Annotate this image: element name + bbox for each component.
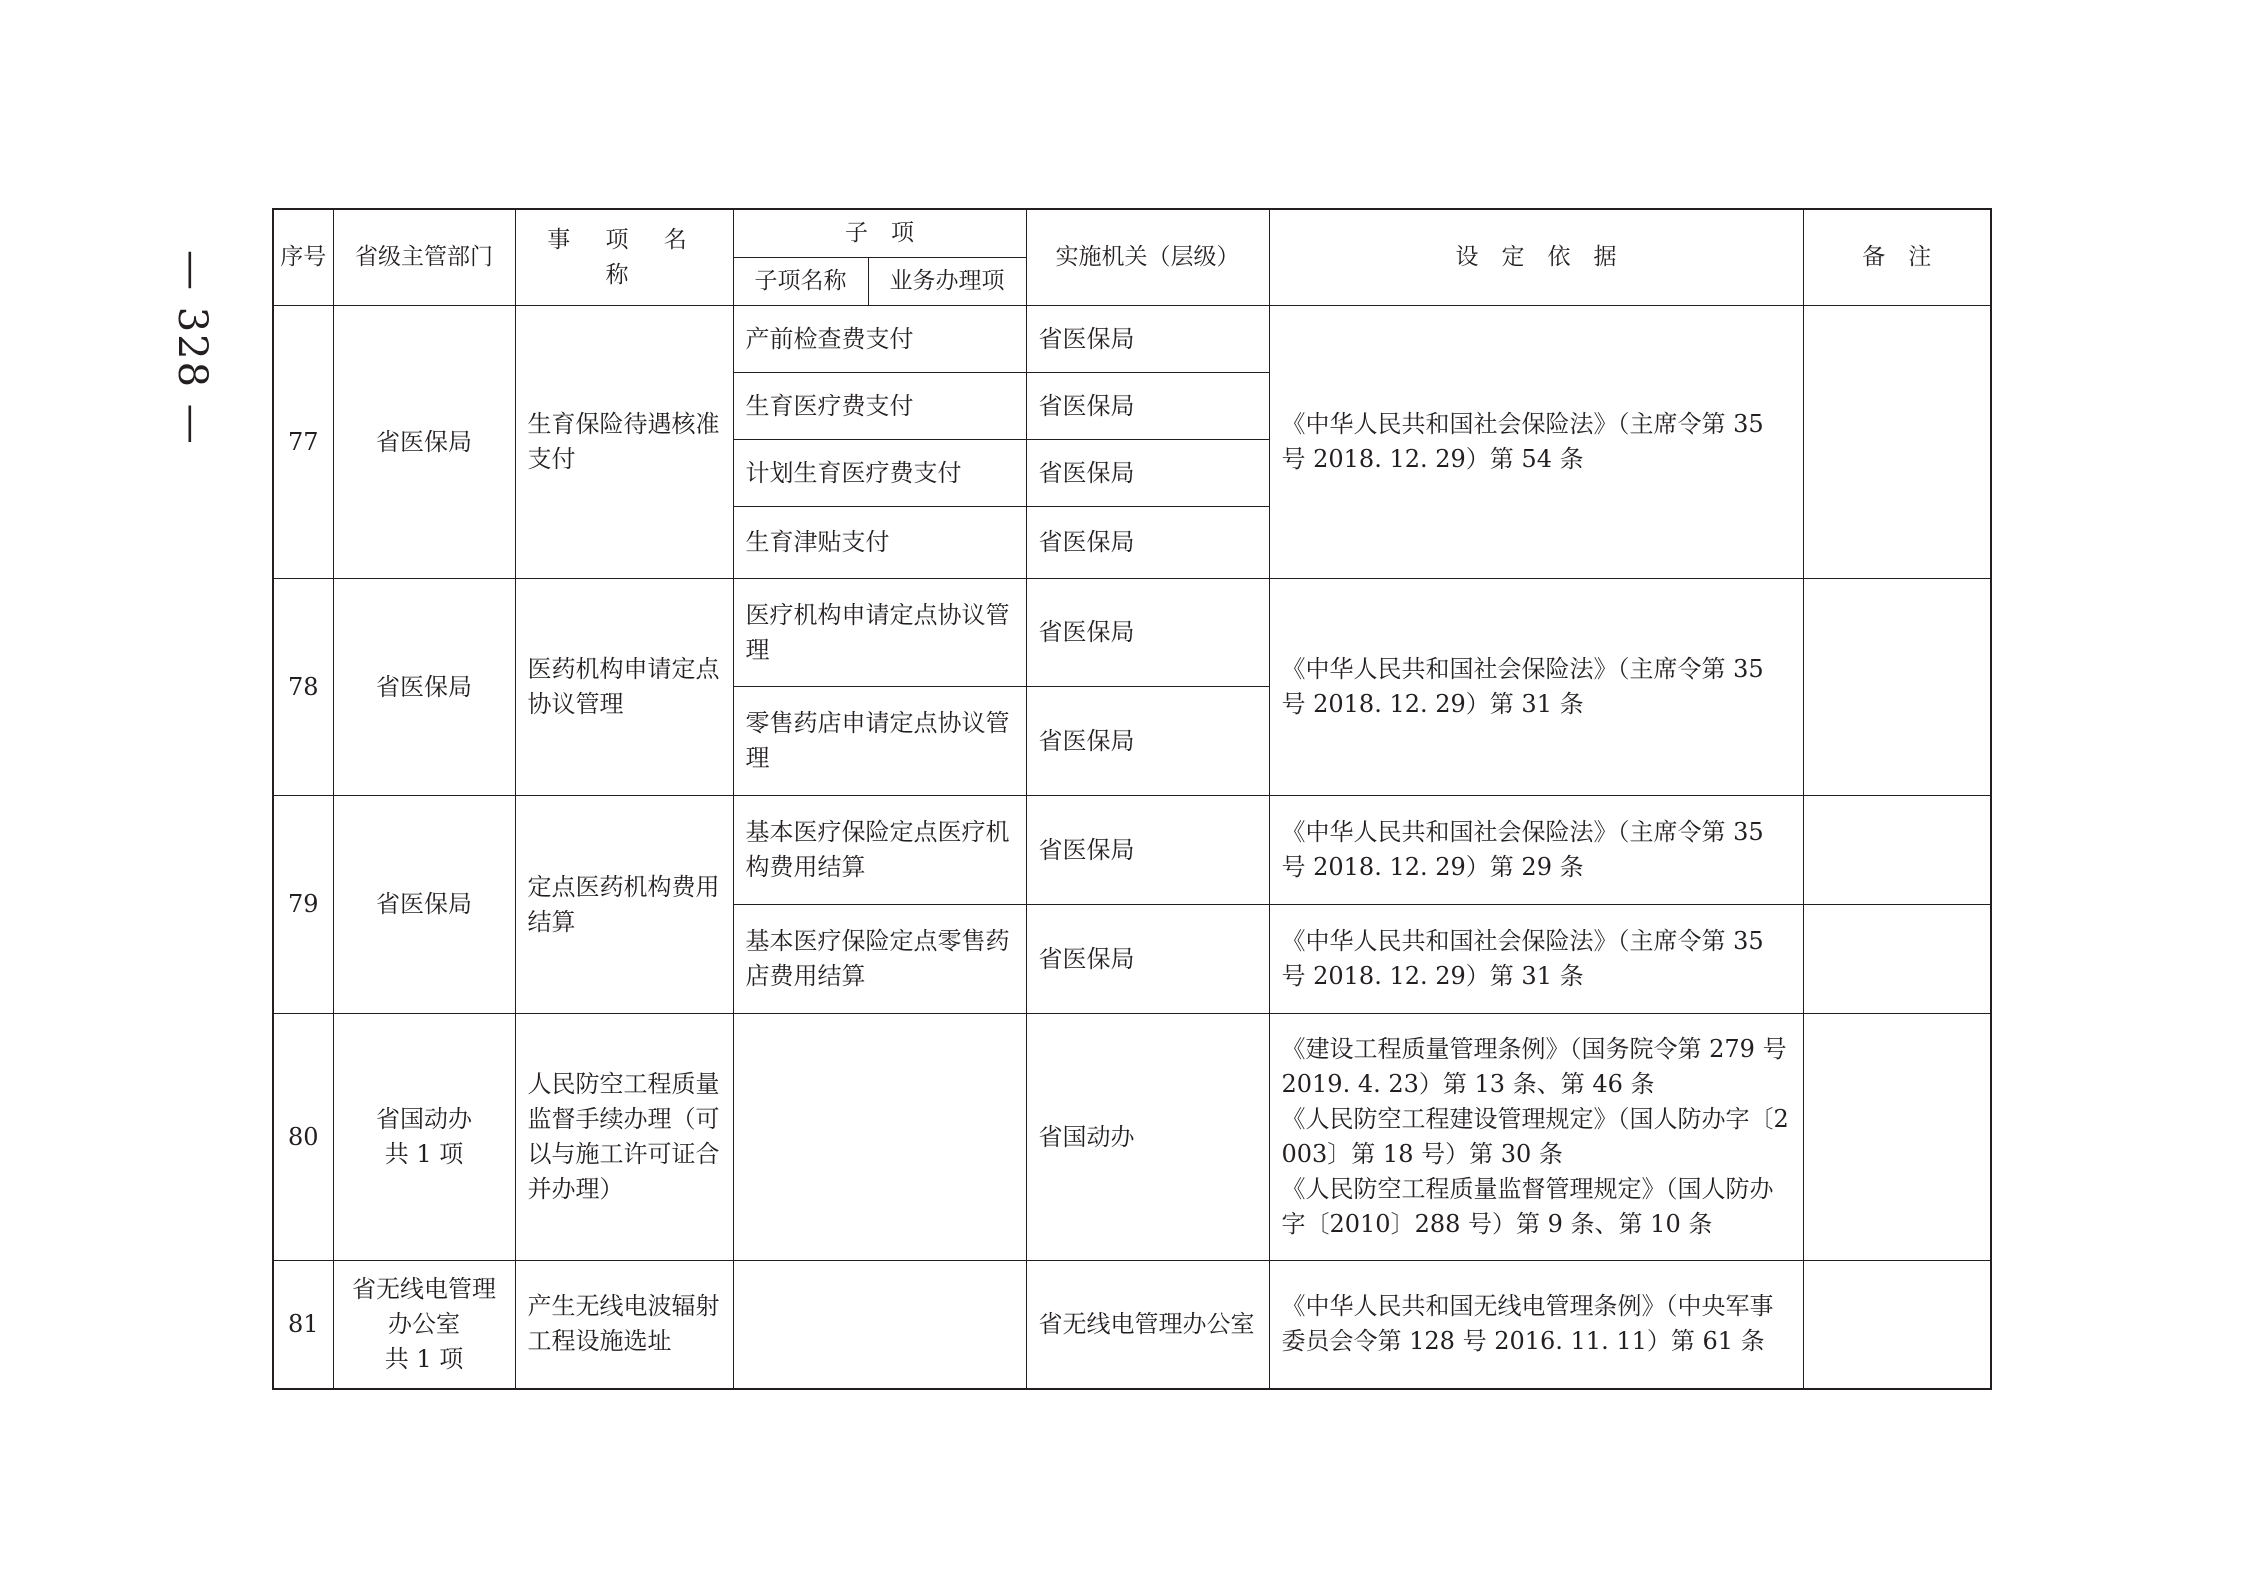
seq-cell: 77 xyxy=(273,306,333,579)
dept-name: 省国动办 xyxy=(376,1105,472,1133)
agency-cell: 省医保局 xyxy=(1026,507,1269,579)
item-cell: 医药机构申请定点协议管理 xyxy=(515,579,733,796)
seq-cell: 80 xyxy=(273,1014,333,1261)
dept-cell xyxy=(333,1014,515,1261)
header-agency: 实施机关（层级） xyxy=(1026,209,1269,306)
agency-cell: 省国动办 xyxy=(1026,1014,1269,1261)
table-row xyxy=(273,579,1991,687)
basis-cell: 《中华人民共和国社会保险法》（主席令第 35 号 2018. 12. 29）第 29 条 xyxy=(1269,796,1803,905)
header-subitem-name: 子项名称 xyxy=(733,258,868,306)
basis-cell: 《中华人民共和国社会保险法》（主席令第 35 号 2018. 12. 29）第 31 条 xyxy=(1269,579,1803,796)
table-row xyxy=(273,1014,1991,1261)
header-dept: 省级主管部门 xyxy=(333,209,515,306)
subitem-cell xyxy=(733,1014,1026,1261)
basis-cell: 《中华人民共和国社会保险法》（主席令第 35 号 2018. 12. 29）第 31 条 xyxy=(1269,905,1803,1014)
table-row xyxy=(273,796,1991,905)
subitem-cell xyxy=(733,1261,1026,1389)
remark-cell xyxy=(1803,1261,1991,1389)
basis-line: 《建设工程质量管理条例》（国务院令第 279 号 2019. 4. 23）第 13 条、第 46 条 xyxy=(1281,1035,1787,1098)
item-cell: 人民防空工程质量监督手续办理（可以与施工许可证合并办理） xyxy=(515,1014,733,1261)
header-basis: 设 定 依 据 xyxy=(1269,209,1803,306)
header-remark: 备 注 xyxy=(1803,209,1991,306)
remark-cell xyxy=(1803,905,1991,1014)
items-table xyxy=(272,208,1992,1390)
subitem-cell: 产前检查费支付 xyxy=(733,306,1026,373)
subitem-cell: 生育津贴支付 xyxy=(733,507,1026,579)
agency-cell: 省医保局 xyxy=(1026,905,1269,1014)
basis-line: 《人民防空工程建设管理规定》（国人防办字〔2003〕第 18 号）第 30 条 xyxy=(1281,1105,1789,1168)
basis-cell xyxy=(1269,1014,1803,1261)
table-row xyxy=(273,1261,1991,1389)
agency-cell: 省医保局 xyxy=(1026,579,1269,687)
subitem-cell: 零售药店申请定点协议管理 xyxy=(733,687,1026,796)
remark-cell xyxy=(1803,579,1991,796)
subitem-cell: 医疗机构申请定点协议管理 xyxy=(733,579,1026,687)
seq-cell: 81 xyxy=(273,1261,333,1389)
header-item-name: 事 项 名 称 xyxy=(515,209,733,306)
seq-cell: 78 xyxy=(273,579,333,796)
header-seq: 序号 xyxy=(273,209,333,306)
agency-cell: 省无线电管理办公室 xyxy=(1026,1261,1269,1389)
dept-cell: 省医保局 xyxy=(333,796,515,1014)
subitem-cell: 生育医疗费支付 xyxy=(733,373,1026,440)
item-cell: 生育保险待遇核准支付 xyxy=(515,306,733,579)
agency-cell: 省医保局 xyxy=(1026,373,1269,440)
agency-cell: 省医保局 xyxy=(1026,306,1269,373)
dept-count: 共 1 项 xyxy=(384,1344,464,1373)
dept-cell xyxy=(333,1261,515,1389)
agency-cell: 省医保局 xyxy=(1026,687,1269,796)
basis-line: 《人民防空工程质量监督管理规定》（国人防办字〔2010〕288 号）第 9 条、第 10 条 xyxy=(1281,1175,1774,1238)
dept-cell: 省医保局 xyxy=(333,306,515,579)
subitem-cell: 计划生育医疗费支付 xyxy=(733,440,1026,507)
subitem-cell: 基本医疗保险定点医疗机构费用结算 xyxy=(733,796,1026,905)
remark-cell xyxy=(1803,1014,1991,1261)
subitem-cell: 基本医疗保险定点零售药店费用结算 xyxy=(733,905,1026,1014)
agency-cell: 省医保局 xyxy=(1026,796,1269,905)
page-number: — 328 — xyxy=(169,250,215,446)
header-subitem-group: 子 项 xyxy=(733,209,1026,258)
item-cell: 定点医药机构费用结算 xyxy=(515,796,733,1014)
item-cell: 产生无线电波辐射工程设施选址 xyxy=(515,1261,733,1389)
dept-cell: 省医保局 xyxy=(333,579,515,796)
basis-cell: 《中华人民共和国社会保险法》（主席令第 35 号 2018. 12. 29）第 54 条 xyxy=(1269,306,1803,579)
header-row xyxy=(273,209,1991,258)
remark-cell xyxy=(1803,306,1991,579)
agency-cell: 省医保局 xyxy=(1026,440,1269,507)
seq-cell: 79 xyxy=(273,796,333,1014)
remark-cell xyxy=(1803,796,1991,905)
table-row xyxy=(273,306,1991,373)
dept-count: 共 1 项 xyxy=(384,1140,464,1168)
basis-cell: 《中华人民共和国无线电管理条例》（中央军事委员会令第 128 号 2016. 11. 11）第 61 条 xyxy=(1269,1261,1803,1389)
dept-name: 省无线电管理办公室 xyxy=(352,1274,496,1338)
header-business-item: 业务办理项 xyxy=(868,258,1026,306)
